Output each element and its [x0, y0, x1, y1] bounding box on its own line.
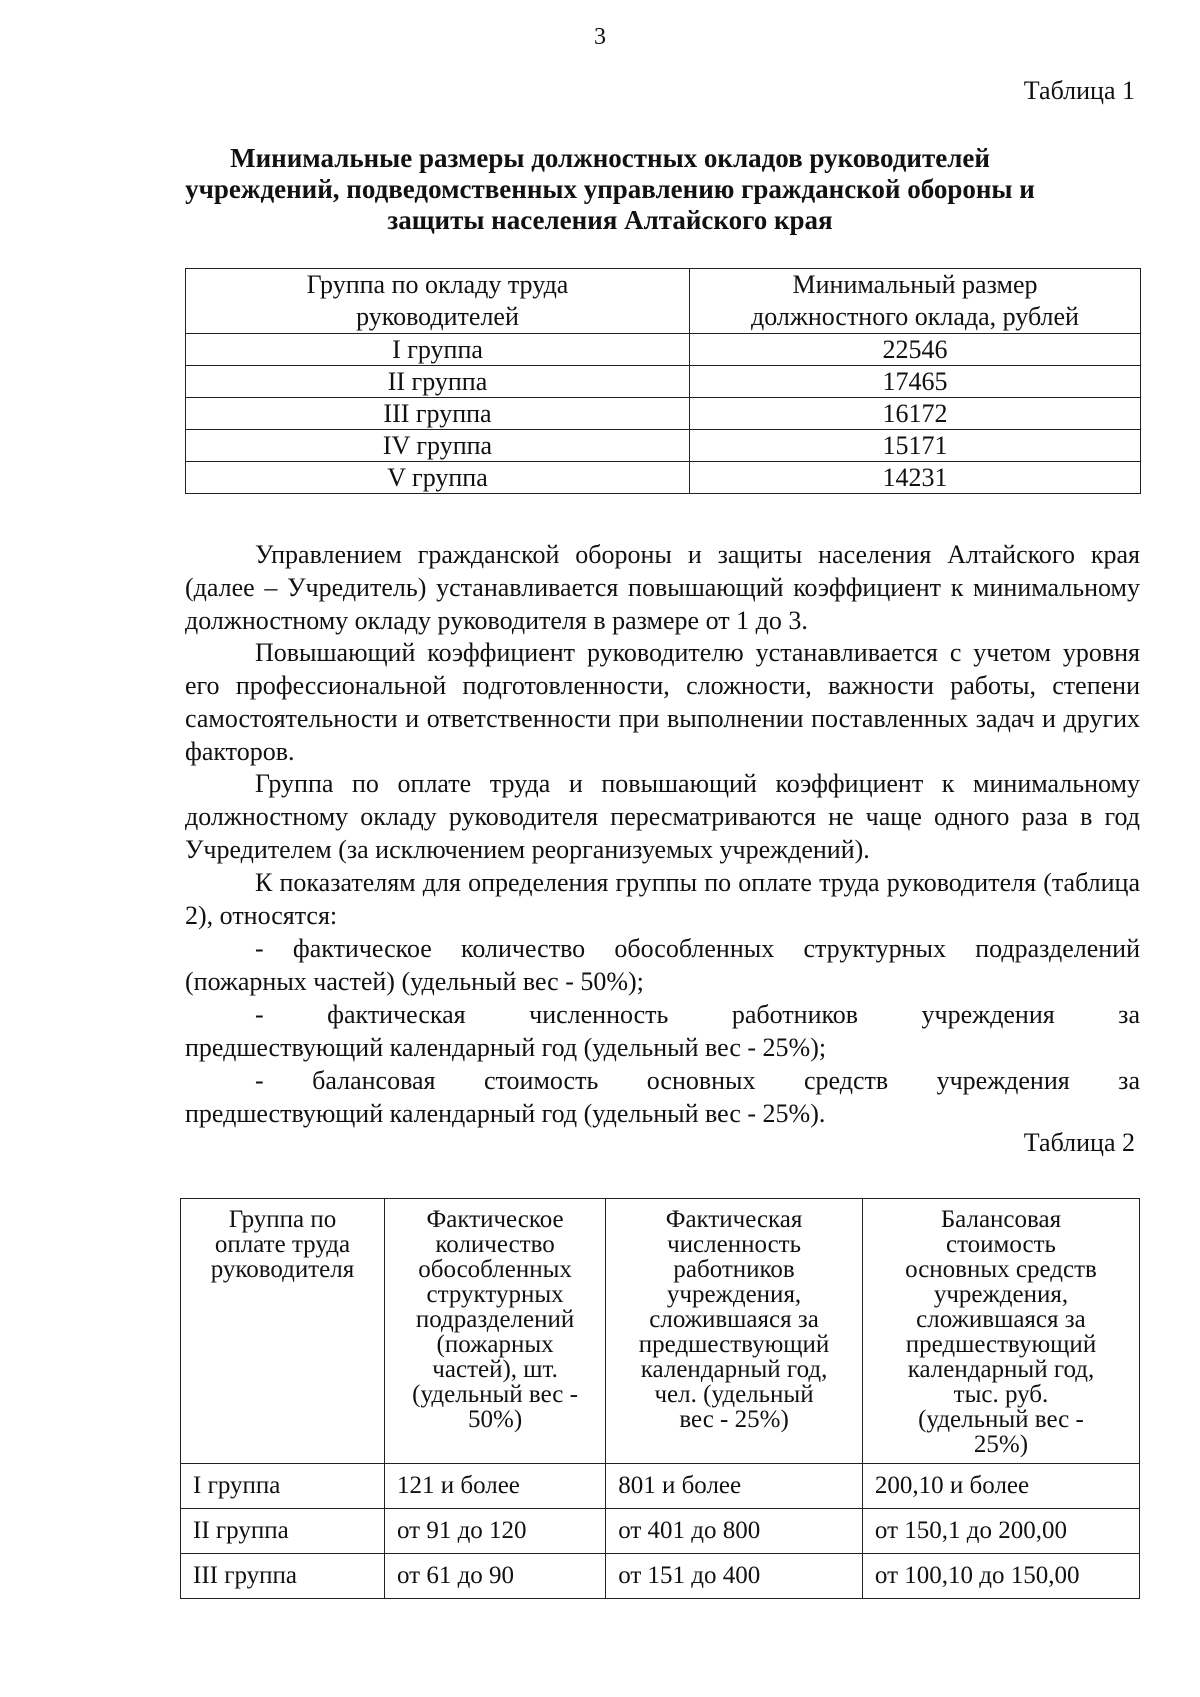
header-staff [606, 1199, 863, 1464]
table-1-caption: Таблица 1 [1023, 76, 1135, 105]
header-line: Фактическая [665, 1206, 803, 1233]
assets-cell: 200,10 и более [862, 1464, 1139, 1509]
table-row [186, 334, 1141, 366]
paragraph-coefficient: Управлением гражданской обороны и защиты населения Алтайского края (далее – Учредитель) устанавливается повышающий коэффициент к минимальному должностному окладу руководителя в размере от 1 до 3. [185, 540, 1140, 635]
salary-cell: 15171 [690, 430, 1141, 462]
header-line: должностного оклада, рублей [751, 302, 1079, 331]
header-line: календарный год, [640, 1356, 828, 1383]
header-line: (пожарных [436, 1331, 554, 1358]
header-group [181, 1199, 385, 1464]
header-line: учреждения, [666, 1281, 802, 1308]
title-line: Минимальные размеры должностных окладов руководителей [230, 143, 990, 173]
staff-cell: от 151 до 400 [606, 1554, 863, 1599]
list-item-staff-line: - фактическая численность работников учреждения за [255, 1000, 1140, 1029]
group-cell: I группа [181, 1464, 385, 1509]
assets-cell: от 150,1 до 200,00 [862, 1509, 1139, 1554]
table-row [186, 430, 1141, 462]
criteria-table [180, 1198, 1140, 1599]
table-row [181, 1554, 1140, 1599]
salary-cell: 22546 [690, 334, 1141, 366]
assets-cell: от 100,10 до 150,00 [862, 1554, 1139, 1599]
header-line: чел. (удельный [654, 1381, 814, 1408]
header-line: Группа по [228, 1206, 337, 1233]
paragraph-coefficient-factors: Повышающий коэффициент руководителю устанавливается с учетом уровня его профессиональной подготовленности, сложности, важности работы, степени самостоятельности и ответственности при выполнении поставленных задач и других факторов. [185, 638, 1140, 766]
header-line: 50%) [468, 1406, 523, 1433]
header-salary [690, 269, 1141, 334]
group-cell: II группа [186, 366, 690, 398]
list-item-staff-line: предшествующий календарный год (удельный вес - 25%); [185, 1033, 827, 1062]
title-line: учреждений, подведомственных управлению гражданской обороны и [185, 174, 1035, 204]
subdivisions-cell: от 61 до 90 [384, 1554, 605, 1599]
paragraph-indicators: К показателям для определения группы по оплате труда руководителя (таблица 2), относятся: [185, 868, 1140, 930]
header-line: подразделений [415, 1306, 575, 1333]
header-line: Минимальный размер [792, 270, 1038, 299]
table-header-row [181, 1199, 1140, 1464]
header-line: Фактическое [426, 1206, 564, 1233]
subdivisions-cell: 121 и более [384, 1464, 605, 1509]
group-cell: IV группа [186, 430, 690, 462]
header-line: руководителя [210, 1256, 355, 1283]
table-1-title [160, 143, 1060, 236]
header-line: структурных [426, 1281, 564, 1308]
header-line: предшествующий [905, 1331, 1097, 1358]
header-line: основных средств [905, 1256, 1097, 1283]
header-line: предшествующий [638, 1331, 830, 1358]
group-cell: III группа [181, 1554, 385, 1599]
table-header-row [186, 269, 1141, 334]
table-row [181, 1509, 1140, 1554]
group-cell: III группа [186, 398, 690, 430]
salary-cell: 14231 [690, 462, 1141, 494]
title-line: защиты населения Алтайского края [387, 205, 833, 235]
table-row [186, 462, 1141, 494]
header-assets [862, 1199, 1139, 1464]
table-row [181, 1464, 1140, 1509]
header-line: учреждения, [933, 1281, 1069, 1308]
header-line: (удельный вес - [918, 1406, 1084, 1433]
salary-cell: 17465 [690, 366, 1141, 398]
group-cell: II группа [181, 1509, 385, 1554]
header-line: Группа по окладу труда [306, 270, 569, 299]
header-line: оплате труда [214, 1231, 351, 1258]
group-cell: V группа [186, 462, 690, 494]
salary-cell: 16172 [690, 398, 1141, 430]
staff-cell: 801 и более [606, 1464, 863, 1509]
header-line: Балансовая [940, 1206, 1062, 1233]
group-cell: I группа [186, 334, 690, 366]
table-2-caption: Таблица 2 [1023, 1128, 1135, 1157]
list-item-subdivisions: - фактическое количество обособленных структурных подразделений (пожарных частей) (удельный вес - 50%); [185, 934, 1140, 996]
header-group [186, 269, 690, 334]
header-subdivisions [384, 1199, 605, 1464]
page-number: 3 [594, 24, 606, 50]
header-line: частей), шт. [432, 1356, 558, 1383]
paragraph-review: Группа по оплате труда и повышающий коэффициент к минимальному должностному окладу руководителя пересматриваются не чаще одного раза в год Учредителем (за исключением реорганизуемых учреждений). [185, 769, 1140, 864]
header-line: сложившаяся за [649, 1306, 819, 1333]
header-line: стоимость [945, 1231, 1056, 1258]
list-item-assets-line: предшествующий календарный год (удельный вес - 25%). [185, 1099, 826, 1128]
list-item-assets-line: - балансовая стоимость основных средств учреждения за [255, 1066, 1140, 1095]
salary-table [185, 268, 1141, 494]
header-line: 25%) [973, 1431, 1029, 1458]
table-row [186, 366, 1141, 398]
header-line: сложившаяся за [916, 1306, 1086, 1333]
header-line: обособленных [418, 1256, 572, 1283]
header-line: календарный год, [907, 1356, 1095, 1383]
header-line: вес - 25%) [679, 1406, 789, 1433]
header-line: (удельный вес - [412, 1381, 578, 1408]
header-line: количество [435, 1231, 555, 1258]
header-line: тыс. руб. [953, 1381, 1049, 1408]
staff-cell: от 401 до 800 [606, 1509, 863, 1554]
table-row [186, 398, 1141, 430]
subdivisions-cell: от 91 до 120 [384, 1509, 605, 1554]
header-line: работников [673, 1256, 795, 1283]
header-line: численность [667, 1231, 802, 1258]
header-line: руководителей [356, 302, 519, 331]
